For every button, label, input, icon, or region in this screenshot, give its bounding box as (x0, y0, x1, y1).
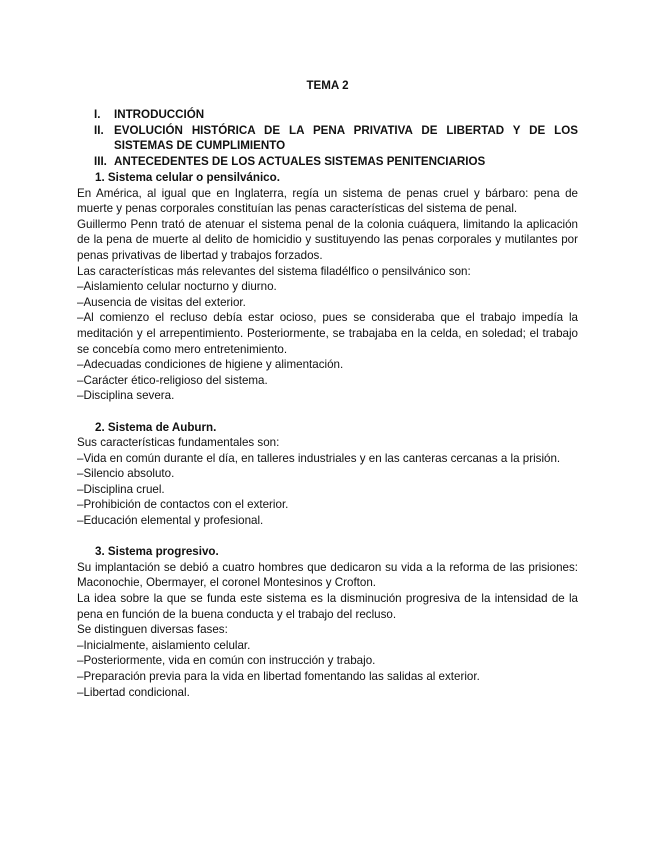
outline-item (80, 154, 578, 170)
outline-number: III. (94, 154, 107, 168)
list-item: –Carácter ético-religioso del sistema. (77, 373, 268, 387)
section-heading: 2. Sistema de Auburn. (95, 420, 217, 434)
list-item: –Ausencia de visitas del exterior. (77, 295, 246, 309)
paragraph: Guillermo Penn trató de atenuar el sistema penal de la colonia cuáquera, limitando la aplicación de la pena de muerte al delito de homicidio y sustituyendo las penas corporales y mutilantes por penas privativas de libertad y trabajos forzados. (77, 217, 578, 262)
section-heading: 3. Sistema progresivo. (95, 545, 219, 559)
list-item: –Libertad condicional. (77, 685, 190, 699)
list-item: –Adecuadas condiciones de higiene y alimentación. (77, 358, 344, 372)
page-title: TEMA 2 (306, 79, 349, 92)
outline-text: EVOLUCIÓN HISTÓRICA DE LA PENA PRIVATIVA DE LIBERTAD Y DE LOS SISTEMAS DE CUMPLIMIENTO (114, 123, 578, 153)
list-item: –Aislamiento celular nocturno y diurno. (77, 280, 277, 294)
outline-item (80, 107, 578, 123)
paragraph: Sus características fundamentales son: (77, 436, 280, 450)
list-item: –Preparación previa para la vida en libertad fomentando las salidas al exterior. (77, 670, 480, 683)
list-item: –Disciplina severa. (77, 389, 175, 403)
paragraph: La idea sobre la que se funda este sistema es la disminución progresiva de la intensidad de la pena en función de la buena conducta y el trabajo del recluso. (77, 592, 578, 621)
list-item: –Posteriormente, vida en común con instrucción y trabajo. (77, 654, 376, 668)
paragraph: Su implantación se debió a cuatro hombres que dedicaron su vida a la reforma de las prisiones: Maconochie, Obermayer, el coronel Montesinos y Crofton. (77, 560, 578, 590)
outline-number: I. (94, 108, 101, 121)
section-heading: 1. Sistema celular o pensilvánico. (95, 171, 280, 184)
list-item: –Prohibición de contactos con el exterior. (77, 498, 289, 512)
list-item: –Silencio absoluto. (77, 467, 175, 481)
list-item: –Vida en común durante el día, en talleres industriales y en las canteras cercanas a la prisión. (77, 451, 561, 465)
outline-number: II. (94, 123, 104, 137)
list-item: –Inicialmente, aislamiento celular. (77, 638, 251, 652)
list-item: –Al comienzo el recluso debía estar ocioso, pues se consideraba que el trabajo impedía la meditación y el arrepentimiento. Posteriormente, se trabajaba en la celda, en soledad; el trabajo se concebía como mero entretenimiento. (77, 311, 578, 356)
list-item: –Educación elemental y profesional. (77, 514, 264, 528)
outline-item (80, 123, 578, 154)
paragraph: En América, al igual que en Inglaterra, regía un sistema de penas cruel y bárbaro: pena de muerte y penas corporales constituían las penas características del sistema de penal. (77, 186, 578, 216)
paragraph: Las características más relevantes del sistema filadélfico o pensilvánico son: (77, 264, 471, 278)
outline-list (80, 107, 578, 169)
paragraph: Se distinguen diversas fases: (77, 623, 228, 637)
list-item: –Disciplina cruel. (77, 482, 165, 496)
outline-text: INTRODUCCIÓN (114, 108, 205, 121)
document-body (77, 170, 578, 700)
outline-text: ANTECEDENTES DE LOS ACTUALES SISTEMAS PENITENCIARIOS (114, 154, 486, 168)
